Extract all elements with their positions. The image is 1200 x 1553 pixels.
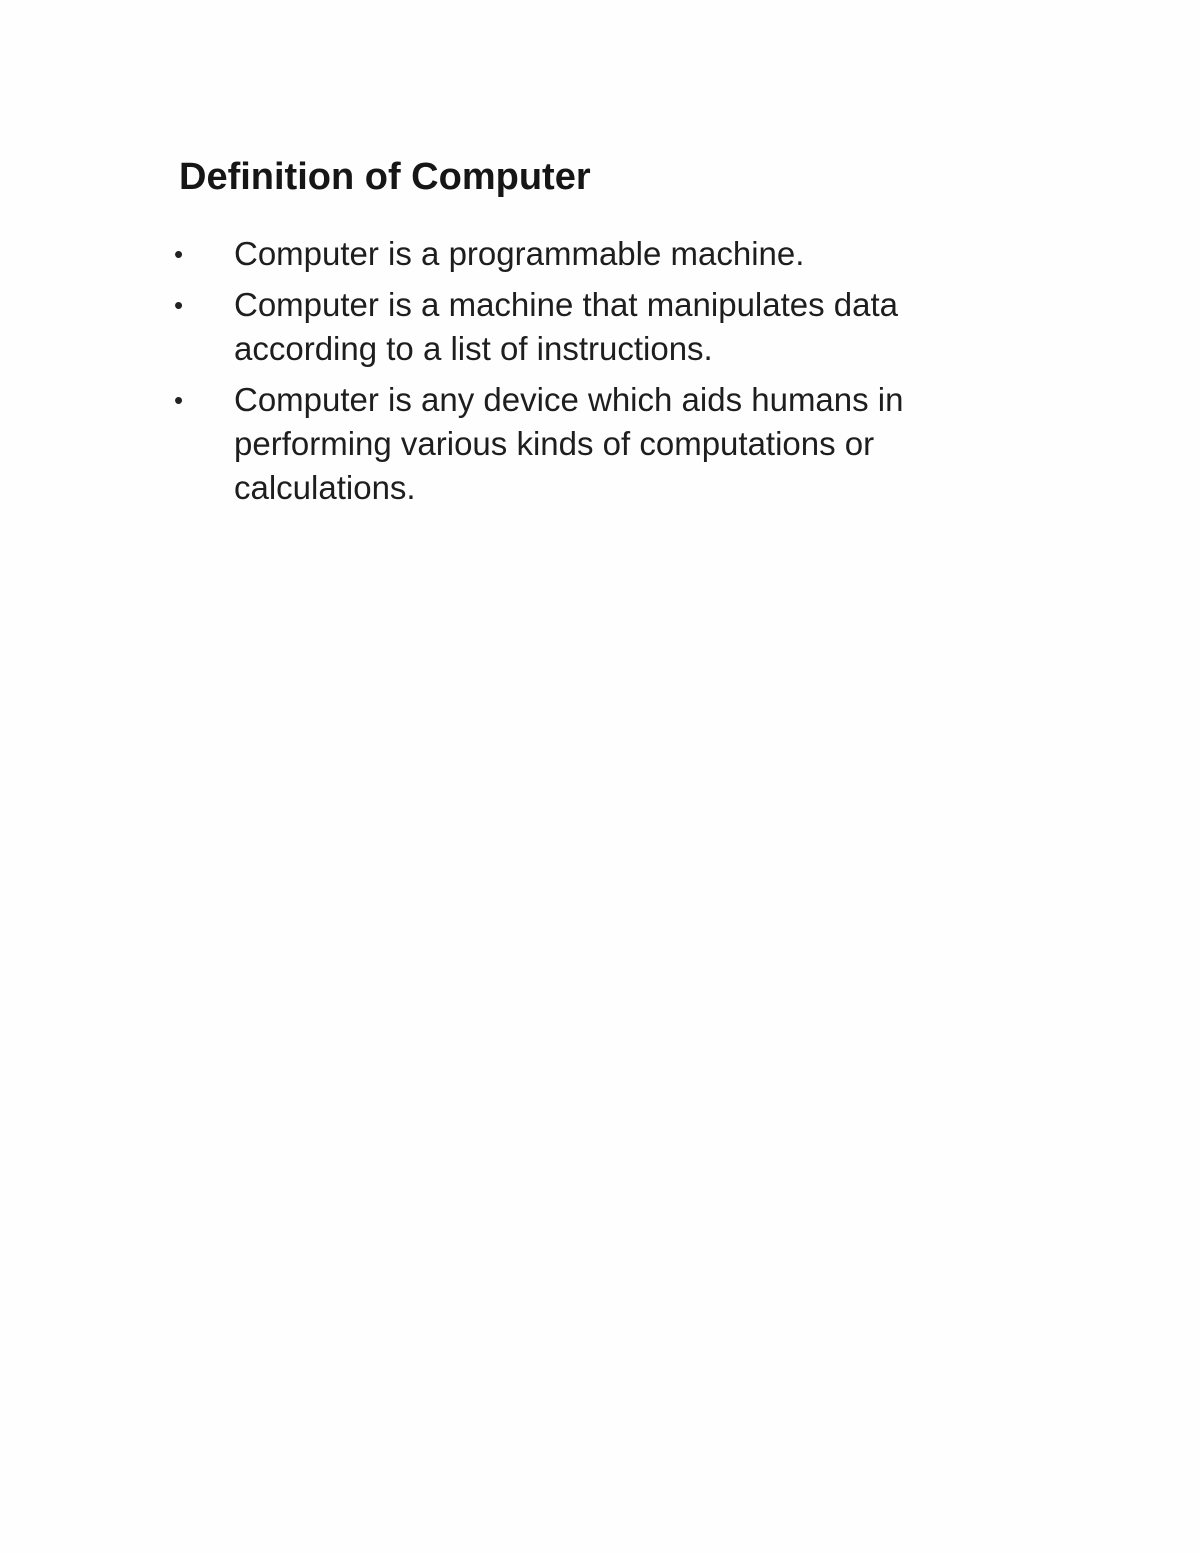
list-item-text: Computer is a programmable machine.	[234, 235, 805, 272]
definition-list	[168, 232, 1048, 517]
list-item	[168, 232, 1048, 276]
bullet-icon: •	[174, 385, 184, 415]
list-item-text: Computer is any device which aids humans in performing various kinds of computations or calculations.	[234, 381, 904, 506]
bullet-icon: •	[174, 239, 184, 269]
page-title: Definition of Computer	[179, 156, 591, 198]
list-item	[168, 283, 1048, 371]
list-item	[168, 378, 1048, 510]
list-item-text: Computer is a machine that manipulates data according to a list of instructions.	[234, 286, 899, 367]
bullet-icon: •	[174, 290, 184, 320]
